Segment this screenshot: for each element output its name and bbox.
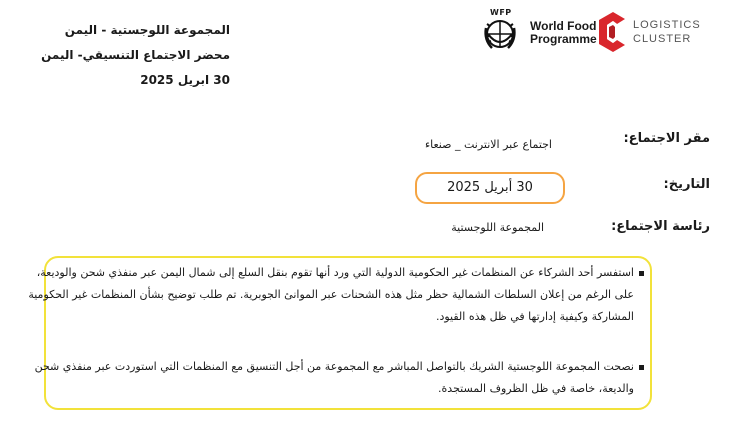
bullet-1-line-3: المشاركة وكيفية إدارتها في ظل هذه القيود. (435, 310, 634, 323)
meeting-chair-value: المجموعة اللوجستية (451, 221, 544, 234)
bullet-1-line-1: استفسر أحد الشركاء عن المنظمات غير الحكومية الدولية التي ورد أنها تقوم بنقل السلع إلى شمال اليمن عبر منفذي شحن والوديعة، (36, 266, 634, 279)
meeting-location-label: مقر الاجتماع: (623, 131, 710, 146)
bullet-2-line-1: نصحت المجموعة اللوجستية الشريك بالتواصل المباشر مع المجموعة من أجل التنسيق مع المنظمات التي استوردت عبر منفذي شحن (34, 360, 634, 373)
logistics-cluster-logo (597, 12, 717, 56)
logistics-cluster-mark-icon (597, 12, 627, 52)
notes-bullet-2 (34, 356, 634, 400)
meeting-chair-label: رئاسة الاجتماع: (611, 219, 710, 234)
wfp-logo (478, 8, 597, 54)
bullet-square-icon (639, 365, 644, 370)
lc-line2: CLUSTER (633, 33, 692, 45)
meeting-date-label: التاريخ: (663, 177, 710, 192)
lc-line1: LOGISTICS (633, 19, 701, 31)
logistics-cluster-text (633, 18, 701, 46)
notes-bullet-1 (28, 262, 634, 328)
org-line: المجموعة اللوجستية - اليمن (64, 23, 230, 37)
meeting-notes-box (28, 256, 652, 410)
document-date: 30 ابريل 2025 (140, 73, 230, 87)
wfp-name-line2: Programme (530, 32, 597, 46)
header-block (20, 18, 230, 93)
bullet-2-line-2: والديعة، خاصة في ظل الظروف المستجدة. (438, 382, 634, 395)
meeting-location-value: اجتماع عبر الانترنت _ صنعاء (424, 138, 552, 151)
wfp-abbreviation: WFP (490, 8, 512, 17)
wfp-name-line1: World Food (530, 19, 597, 33)
bullet-square-icon (639, 271, 644, 276)
document-title: محضر الاجتماع التنسيقي- اليمن (41, 48, 230, 62)
meeting-date-value: 30 أبريل 2025 (415, 172, 565, 204)
wfp-name (530, 20, 597, 46)
bullet-1-line-2: على الرغم من إعلان السلطات الشمالية حظر مثل هذه الشحنات عبر الموانئ الجوبرية. تم طلب توضيح بشأن المنظمات غير الحكومية (28, 288, 634, 301)
